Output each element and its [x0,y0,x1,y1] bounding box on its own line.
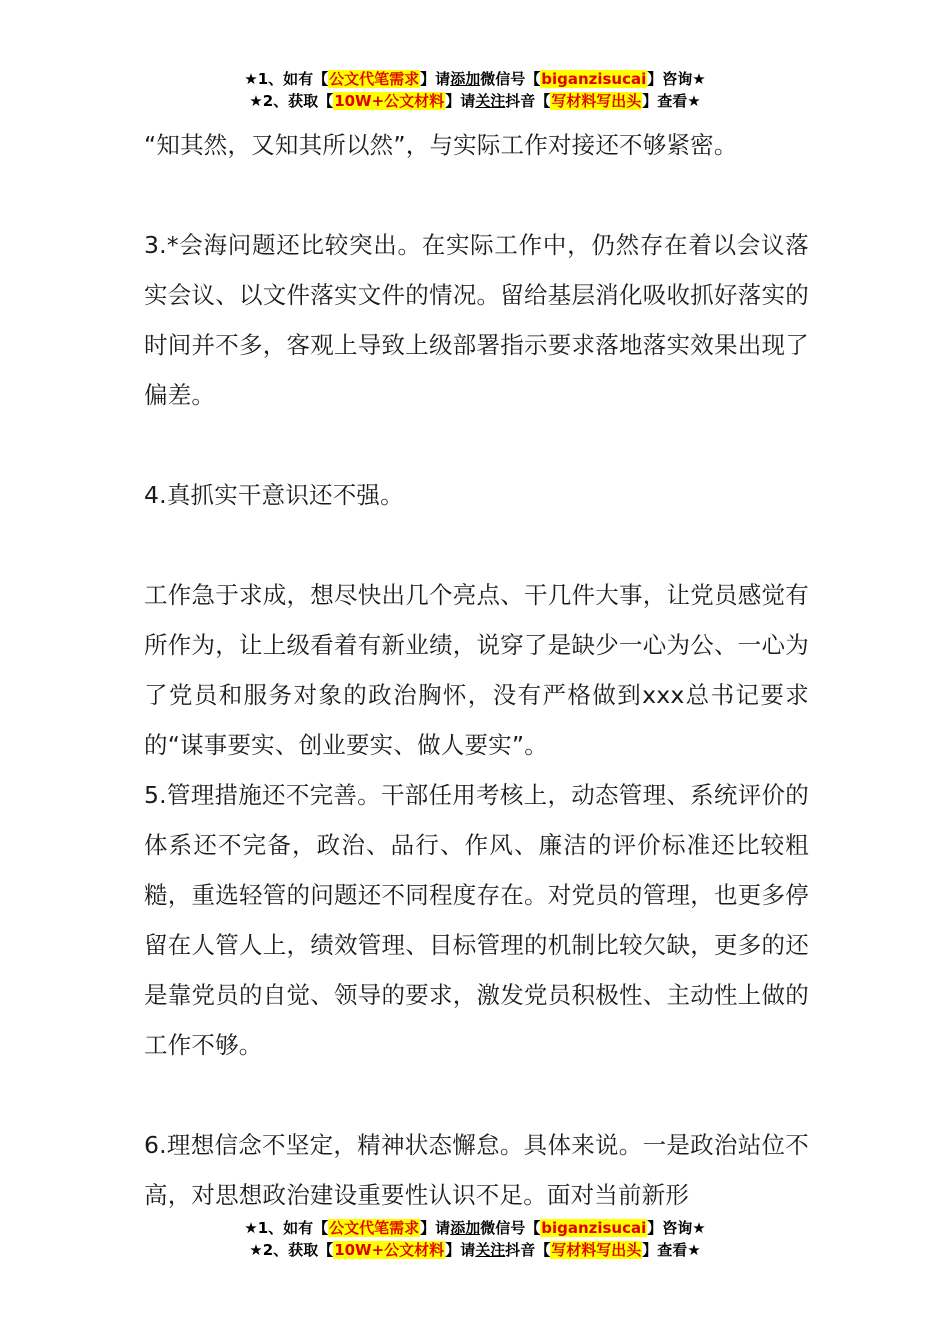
banner-text: ★2、获取【 [249,1241,334,1259]
banner-text: ★2、获取【 [249,92,334,110]
banner-text: 抖音【 [505,92,551,110]
banner-highlight-douyin-id: 写材料写出头 [551,92,642,110]
banner-line-1 [0,1217,950,1239]
banner-line-1 [0,68,950,90]
banner-underline-add: 添加 [450,70,481,88]
banner-highlight-service: 公文代笔需求 [329,70,420,88]
banner-text: 】请 [445,1241,476,1259]
banner-underline-follow: 关注 [475,1241,506,1259]
footer-banner [0,1217,950,1261]
banner-text: 】查看★ [642,92,701,110]
paragraph-4-heading: 4.真抓实干意识还不强。 [144,481,404,509]
banner-text: 抖音【 [505,1241,551,1259]
banner-text: 】查看★ [642,1241,701,1259]
paragraph-4-body: 工作急于求成，想尽快出几个亮点、干几件大事，让党员感觉有所作为，让上级看着有新业绩，说穿了是缺少一心为公、一心为了党员和服务对象的政治胸怀，没有严格做到xxx总书记要求的“谋事要实、创业要实、做人要实”。 [144,581,809,759]
banner-line-2 [0,90,950,112]
paragraph-gap [144,170,809,220]
paragraph-gap [144,520,809,570]
paragraph-6: 6.理想信念不坚定，精神状态懈怠。具体来说。一是政治站位不高，对思想政治建设重要性认识不足。面对当前新形 [144,1131,809,1209]
paragraph-5: 5.管理措施还不完善。干部任用考核上，动态管理、系统评价的体系还不完备，政治、品行、作风、廉洁的评价标准还比较粗糙，重选轻管的问题还不同程度存在。对党员的管理，也更多停留在人管人上，绩效管理、目标管理的机制比较欠缺，更多的还是靠党员的自觉、领导的要求，激发党员积极性、主动性上做的工作不够。 [144,781,809,1059]
banner-highlight-materials: 10W+公文材料 [334,92,445,110]
header-banner [0,68,950,112]
banner-highlight-douyin-id: 写材料写出头 [551,1241,642,1259]
banner-highlight-wechat-id: biganzisucai [541,70,647,88]
paragraph-gap [144,420,809,470]
paragraph-gap [144,1070,809,1120]
banner-text: 】咨询★ [647,1219,706,1237]
banner-highlight-materials: 10W+公文材料 [334,1241,445,1259]
banner-highlight-wechat-id: biganzisucai [541,1219,647,1237]
banner-text: 微信号【 [480,1219,541,1237]
paragraph-3: 3.*会海问题还比较突出。在实际工作中，仍然存在着以会议落实会议、以文件落实文件的情况。留给基层消化吸收抓好落实的时间并不多，客观上导致上级部署指示要求落地落实效果出现了偏差。 [144,231,809,409]
banner-highlight-service: 公文代笔需求 [329,1219,420,1237]
banner-text: 】咨询★ [647,70,706,88]
banner-text: 】请 [445,92,476,110]
banner-underline-add: 添加 [450,1219,481,1237]
banner-line-2 [0,1239,950,1261]
banner-text: ★1、如有【 [244,70,329,88]
banner-text: 】请 [420,1219,451,1237]
paragraph-continued: “知其然，又知其所以然”，与实际工作对接还不够紧密。 [144,131,738,159]
document-body [144,120,809,1220]
banner-text: 】请 [420,70,451,88]
banner-underline-follow: 关注 [475,92,506,110]
banner-text: ★1、如有【 [244,1219,329,1237]
banner-text: 微信号【 [480,70,541,88]
